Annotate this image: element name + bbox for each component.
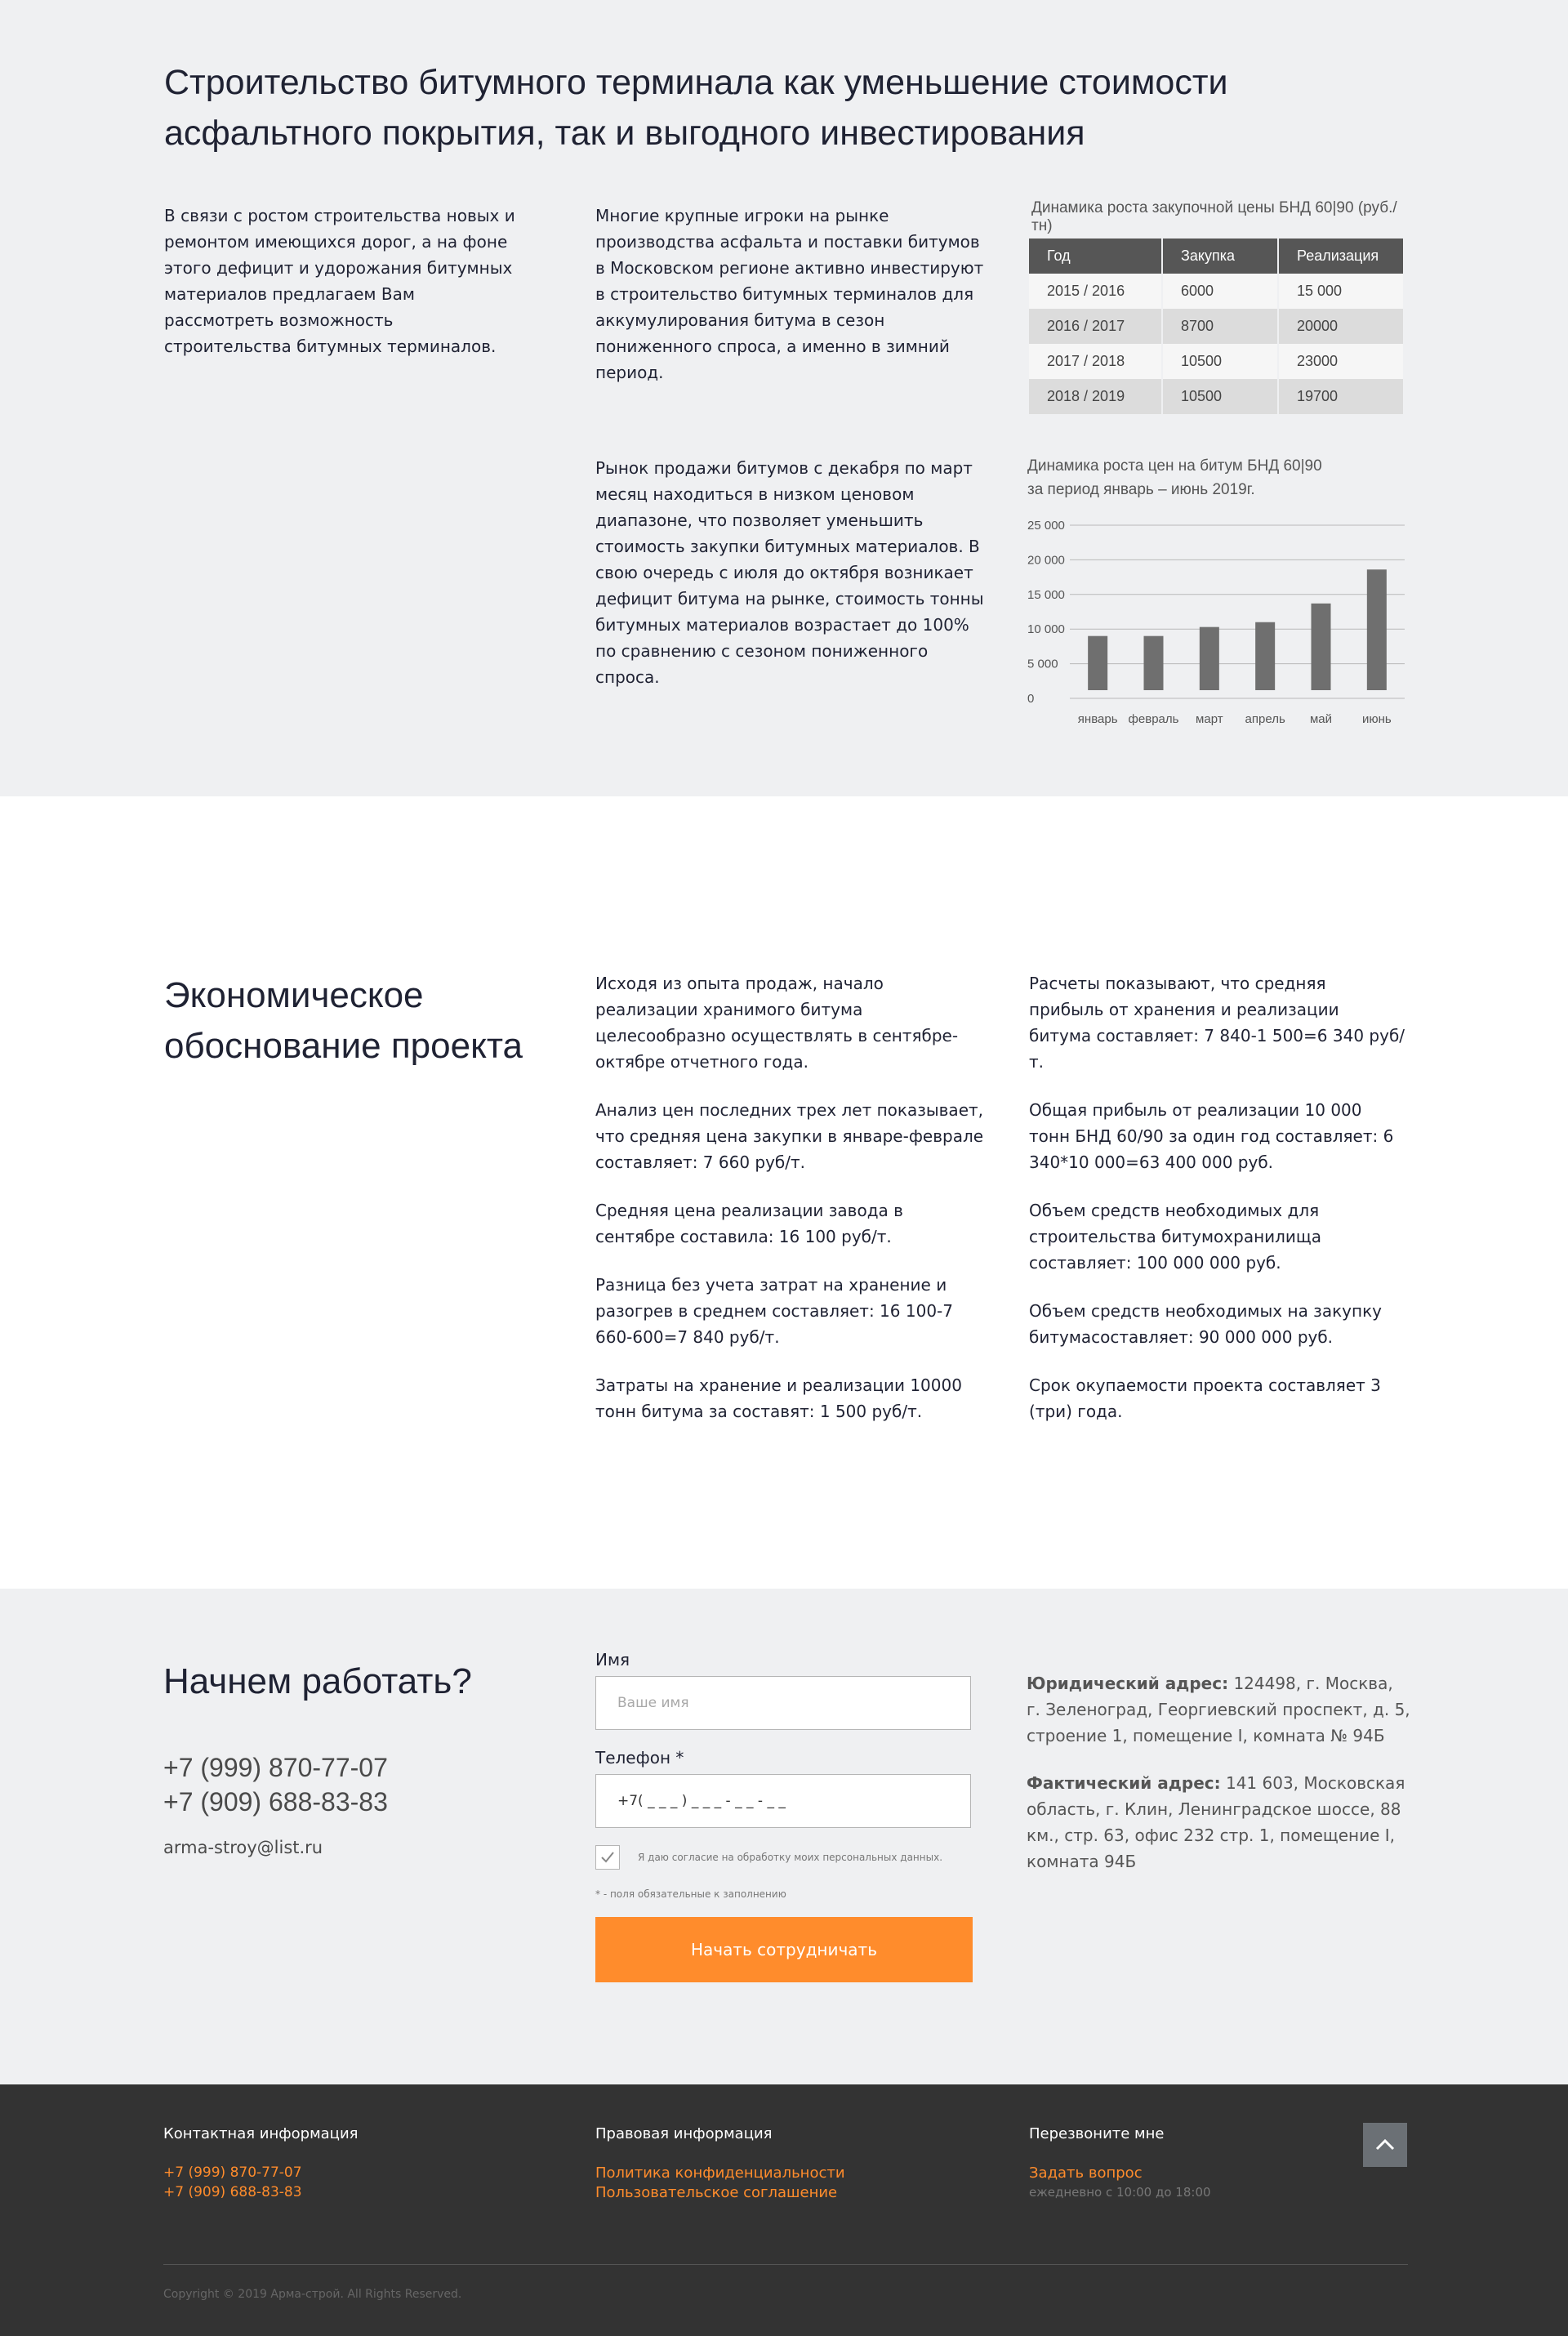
phone-input[interactable] <box>595 1774 971 1828</box>
page-title: Строительство битумного терминала как уменьшение стоимости асфальтного покрытия, так и выгодного инвестирования <box>164 63 1228 153</box>
price-table-header-cell: Закупка <box>1162 239 1278 274</box>
actual-address-label: Фактический адрес: <box>1027 1773 1221 1793</box>
table-row <box>1029 274 1404 309</box>
x-tick-label: май <box>1309 712 1333 726</box>
legal-address <box>1027 1670 1410 1749</box>
phone-mask: +7( _ _ _ ) _ _ _ - _ _ - _ _ <box>617 1793 786 1809</box>
working-hours: ежедневно с 10:00 до 18:00 <box>1029 2185 1211 2200</box>
x-tick-label: июнь <box>1361 712 1392 726</box>
price-table-header-cell: Реализация <box>1278 239 1404 274</box>
name-placeholder: Ваше имя <box>617 1695 689 1711</box>
economics-col-3 <box>1029 970 1405 1424</box>
table-row <box>1029 379 1404 414</box>
actual-address-text: 141 603, Московская область, г. Клин, Ленинградское шоссе, 88 км., стр. 63, офис 232 стр. 1, помещение I, комната 94Б <box>1027 1773 1405 1871</box>
contact-phone-2[interactable]: +7 (909) 688-83-83 <box>163 1787 388 1817</box>
y-tick-label: 15 000 <box>1027 587 1065 602</box>
x-tick-label: март <box>1196 712 1223 726</box>
footer-phone-2[interactable]: +7 (909) 688-83-83 <box>163 2184 302 2200</box>
contact-phone-1[interactable]: +7 (999) 870-77-07 <box>163 1753 388 1782</box>
economics-paragraph: Разница без учета затрат на хранение и разогрев в среднем составляет: 16 100-7 660-600=7 840 руб/т. <box>595 1275 953 1347</box>
footer-phone-1[interactable]: +7 (999) 870-77-07 <box>163 2164 302 2181</box>
bar <box>1255 622 1275 690</box>
table-cell: 23000 <box>1278 344 1404 379</box>
price-table-header <box>1029 239 1404 274</box>
chevron-up-icon <box>1363 2123 1407 2167</box>
table-cell: 8700 <box>1162 309 1278 344</box>
economics-paragraph: Объем средств необходимых на закупку битумасоставляет: 90 000 000 руб. <box>1029 1301 1382 1347</box>
ask-question-link[interactable]: Задать вопрос <box>1029 2164 1143 2182</box>
table-cell: 2018 / 2019 <box>1029 379 1162 414</box>
table-row <box>1029 344 1404 379</box>
intro-text-3: Рынок продажи битумов с декабря по март месяц находиться в низком ценовом диапазоне, что позволяет уменьшить стоимость закупки битумных материалов. В свою очередь с июля до октября возникает дефицит битума на рынке, стоимость тонны битумных материалов возрастает до 100% по сравнению с сезоном пониженного спроса. <box>595 458 984 687</box>
check-icon <box>596 1846 618 1868</box>
table-cell: 6000 <box>1162 274 1278 309</box>
bar <box>1312 604 1331 690</box>
contact-title: Начнем работать? <box>163 1661 472 1701</box>
bar <box>1200 627 1219 690</box>
scroll-top-button[interactable] <box>1363 2123 1407 2167</box>
legal-address-label: Юридический адрес: <box>1027 1674 1229 1693</box>
price-table-header-cell: Год <box>1029 239 1162 274</box>
consent-text: Я даю согласие на обработку моих персональных данных. <box>638 1852 943 1863</box>
y-tick-label: 25 000 <box>1027 519 1065 533</box>
y-tick-label: 5 000 <box>1027 657 1058 671</box>
intro-text-1: В связи с ростом строительства новых и ремонтом имеющихся дорог, а на фоне этого дефицит и удорожания битумных материалов предлагаем Вам рассмотреть возможность строительства битумных терминалов. <box>164 206 515 356</box>
user-agreement-link[interactable]: Пользовательское соглашение <box>595 2184 838 2201</box>
table-row <box>1029 309 1404 344</box>
table-cell: 20000 <box>1278 309 1404 344</box>
contact-email[interactable]: arma-stroy@list.ru <box>163 1838 323 1857</box>
table-cell: 2016 / 2017 <box>1029 309 1162 344</box>
table-cell: 10500 <box>1162 379 1278 414</box>
economics-col-2 <box>595 970 987 1424</box>
phone-label: Телефон * <box>595 1748 684 1768</box>
chart-title-line-1: Динамика роста цен на битум БНД 60|90 <box>1027 457 1322 475</box>
footer-contact-heading: Контактная информация <box>163 2125 359 2142</box>
intro-text-2: Многие крупные игроки на рынке производства асфальта и поставки битумов в Московском регионе активно инвестируют в строительство битумных терминалов для аккумулирования битума в сезон пониженного спроса, а именно в зимний период. <box>595 206 984 382</box>
economics-paragraph: Анализ цен последних трех лет показывает, что средняя цена закупки в январе-феврале составляет: 7 660 руб/т. <box>595 1100 984 1172</box>
footer-divider <box>163 2264 1408 2265</box>
chart-title <box>1027 454 1403 502</box>
table-cell: 10500 <box>1162 344 1278 379</box>
name-input[interactable] <box>595 1676 971 1730</box>
legal-address-text: 124498, г. Москва, г. Зеленоград, Георгиевский проспект, д. 5, строение 1, помещение I, комната № 94Б <box>1027 1674 1410 1745</box>
privacy-policy-link[interactable]: Политика конфиденциальности <box>595 2164 845 2182</box>
economics-paragraph: Средняя цена реализации завода в сентябре составила: 16 100 руб/т. <box>595 1201 903 1246</box>
bar <box>1367 569 1387 690</box>
bar <box>1144 636 1164 690</box>
footer-legal-heading: Правовая информация <box>595 2125 773 2142</box>
economics-paragraph: Объем средств необходимых для строительства битумохранилища составляет: 100 000 000 руб. <box>1029 1201 1322 1273</box>
y-tick-label: 20 000 <box>1027 553 1065 568</box>
x-tick-label: январь <box>1077 712 1118 726</box>
required-note: * - поля обязательные к заполнению <box>595 1888 786 1900</box>
chart-title-line-2: за период январь – июнь 2019г. <box>1027 481 1255 498</box>
y-tick-label: 0 <box>1027 692 1035 706</box>
price-table-caption: Динамика роста закупочной цены БНД 60|90 (руб./тн) <box>1031 199 1397 234</box>
y-tick-label: 10 000 <box>1027 622 1065 637</box>
economics-paragraph: Срок окупаемости проекта составляет 3 (три) года. <box>1029 1375 1381 1421</box>
footer-callback-heading: Перезвоните мне <box>1029 2125 1165 2142</box>
economics-paragraph: Общая прибыль от реализации 10 000 тонн БНД 60/90 за один год составляет: 6 340*10 000=63 400 000 руб. <box>1029 1100 1394 1172</box>
table-cell: 19700 <box>1278 379 1404 414</box>
economics-paragraph: Расчеты показывают, что средняя прибыль от хранения и реализации битума составляет: 7 840-1 500=6 340 руб/т. <box>1029 974 1405 1072</box>
submit-button[interactable]: Начать сотрудничать <box>595 1917 973 1982</box>
economics-title: Экономическое обоснование проекта <box>164 975 523 1066</box>
table-cell: 2015 / 2016 <box>1029 274 1162 309</box>
economics-paragraph: Исходя из опыта продаж, начало реализации хранимого битума целесообразно осуществлять в сентябре-октябре отчетного года. <box>595 974 959 1072</box>
price-bar-chart <box>1021 506 1413 735</box>
table-cell: 15 000 <box>1278 274 1404 309</box>
consent-checkbox[interactable] <box>595 1845 620 1870</box>
x-tick-label: февраль <box>1128 712 1179 726</box>
x-tick-label: апрель <box>1245 712 1285 726</box>
actual-address <box>1027 1770 1410 1875</box>
table-cell: 2017 / 2018 <box>1029 344 1162 379</box>
copyright: Copyright © 2019 Арма-строй. All Rights Reserved. <box>163 2288 462 2301</box>
price-table <box>1029 239 1405 414</box>
bar <box>1088 636 1107 690</box>
economics-paragraph: Затраты на хранение и реализации 10000 тонн битума за составят: 1 500 руб/т. <box>595 1375 962 1421</box>
name-label: Имя <box>595 1650 630 1670</box>
